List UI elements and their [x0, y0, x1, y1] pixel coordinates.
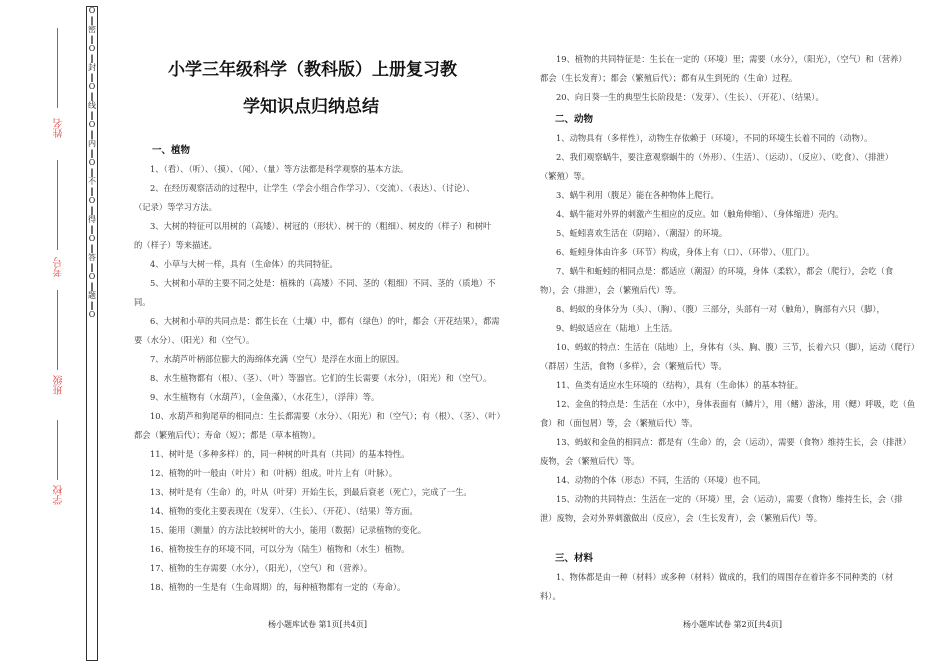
text-line: 10、水葫芦和狗尾草的相同点：生长都需要（水分）、（阳光）和（空气）；有（根）、（茎）、（叶）	[150, 411, 505, 421]
seal-char: ‖	[90, 129, 94, 139]
text-line: 11、鱼类有适应水生环境的（结构），具有（生命体）的基本特征。	[556, 380, 804, 390]
seal-char: ‖	[90, 186, 94, 196]
seal-char: ‖	[90, 34, 94, 44]
text-line: 8、水生植物都有（根）、（茎）、（叶）等器官。它们的生长需要（水分），（阳光）和（空气）。	[150, 373, 492, 383]
document-title-line1: 小学三年级科学（教科版）上册复习教	[168, 60, 457, 80]
seal-char: 密	[88, 25, 96, 34]
text-line: 9、水生植物有（水葫芦），（金鱼藻），（水花生），（浮萍）等。	[150, 392, 380, 402]
seal-char: O	[88, 310, 96, 319]
seal-char: 答	[88, 253, 96, 262]
text-line: 9、蚂蚁适应在（陆地）上生活。	[556, 323, 678, 333]
text-line: 14、动物的个体（形态）不同，生活的（环境）也不同。	[556, 475, 766, 485]
right-content-materials	[540, 568, 893, 606]
seal-char: ‖	[90, 281, 94, 291]
text-line: 15、能用（测量）的方法比较树叶的大小，能用（数据）记录植物的变化。	[150, 525, 427, 535]
text-line: 都会（繁殖后代）；寿命（短）；都是（草本植物）。	[134, 430, 321, 440]
section-heading-materials: 三、材料	[555, 553, 594, 564]
text-line: 要（水分）、（阳光）和（空气）。	[134, 335, 255, 345]
seal-char: O	[88, 120, 96, 129]
text-line: 3、蜗牛利用（腹足）能在各种物体上爬行。	[556, 190, 719, 200]
text-line: 14、植物的变化主要表现在（发芽）、（生长）、（开花）、（结果）等方面。	[150, 506, 418, 516]
seal-char: ‖	[90, 262, 94, 272]
text-line: 2、我们观察蜗牛，要注意观察蜗牛的（外形）、（生活）、（运动）、（反应）、（吃食）、（排泄）	[556, 152, 894, 162]
left-content	[134, 160, 505, 597]
seal-char: 封	[88, 63, 96, 72]
seal-char: ‖	[90, 72, 94, 82]
text-line: 10、蚂蚁的特点：生活在（陆地）上，身体有（头、胸、腹）三节，长着六只（脚），运动（爬行）	[556, 342, 920, 352]
text-line: 13、蚂蚁和金鱼的相同点：都是有（生命）的，会（运动），需要（食物）维持生长，会（排泄）	[556, 437, 911, 447]
text-line: （群居）生活，食物（多样），会（繁殖后代）等。	[540, 361, 727, 371]
text-line: 料）。	[540, 591, 561, 601]
text-line: 都会（生长发育）；都会（繁殖后代）；都有从生到死的（生命）过程。	[540, 73, 798, 83]
seal-char: ‖	[90, 110, 94, 120]
text-line: 12、植物的叶一般由（叶片）和（叶柄）组成。叶片上有（叶脉）。	[150, 468, 398, 478]
seal-char: 得	[88, 215, 96, 224]
class-label: 班级	[54, 375, 65, 395]
text-line: 6、蚯蚓身体由许多（环节）构成，身体上有（口）、（环带）、（肛门）。	[556, 247, 815, 257]
section-heading-animals: 二、动物	[555, 114, 594, 125]
seal-char: ‖	[90, 148, 94, 158]
text-line: 食）和（面包屑）等，会（繁殖后代）等。	[540, 418, 698, 428]
text-line: 物），会（排泄），会（繁殖后代）等。	[540, 285, 682, 295]
text-line: 4、蜗牛能对外界的刺激产生相应的反应。如（触角伸缩）、（身体缩进）壳内。	[556, 209, 844, 219]
text-line: 2、在经历观察活动的过程中，让学生（学会小组合作学习）、（交流）、（表达）、（讨论）、	[150, 183, 475, 193]
right-content-animals	[540, 129, 919, 528]
text-line: 13、树叶是有（生命）的，叶从（叶芽）开始生长，到最后衰老（死亡），完成了一生。	[150, 487, 472, 497]
exam-number-underline	[57, 160, 58, 250]
seal-char: 线	[88, 101, 96, 110]
title-block	[168, 52, 520, 126]
seal-char: ‖	[90, 243, 94, 253]
document-title-line2: 学知识点归纳总结	[243, 97, 379, 117]
text-line: 的（样子）等来描述。	[134, 240, 217, 250]
seal-char: O	[88, 44, 96, 53]
text-line: 3、大树的特征可以用树的（高矮）、树冠的（形状）、树干的（粗细）、树皮的（样子）和树叶	[150, 221, 492, 231]
right-content-top	[540, 50, 907, 107]
text-line: 20、向日葵一生的典型生长阶段是：（发芽）、（生长）、（开花）、（结果）。	[556, 92, 824, 102]
text-line: 7、蜗牛和蚯蚓的相同点是：都适应（潮湿）的环境，身体（柔软），都会（爬行），会吃（食	[556, 266, 894, 276]
text-line: 8、蚂蚁的身体分为（头）、（胸）、（腹）三部分，头部有一对（触角），胸部有六只（脚），	[556, 304, 885, 314]
text-line: 19、植物的共同特征是：生长在一定的（环境）里；需要（水分），（阳光），（空气）和（营养）	[556, 54, 907, 64]
text-line: 5、大树和小草的主要不同之处是：植株的（高矮）不同、茎的（粗细）不同、茎的（质地）不	[150, 278, 496, 288]
seal-char: ‖	[90, 167, 94, 177]
name-label: 姓名	[54, 118, 65, 138]
text-line: 15、动物的共同特点：生活在一定的（环境）里，会（运动），需要（食物）维持生长，会（排	[556, 494, 903, 504]
section-heading-plants: 一、植物	[152, 145, 191, 156]
seal-char: ‖	[90, 224, 94, 234]
text-line: 18、植物的一生是有（生命周期）的，每种植物都有一定的（寿命）。	[150, 582, 406, 592]
school-underline	[57, 420, 58, 480]
text-line: 12、金鱼的特点是：生活在（水中），身体表面有（鳞片），用（鳍）游泳，用（鳃）呼吸，吃（鱼	[556, 399, 916, 409]
page-footer-left: 杨小题库试卷 第1页[共4页]	[268, 620, 367, 629]
exam-number-label: 考号	[54, 257, 65, 277]
text-line: （繁殖）等。	[540, 171, 590, 181]
text-line: 废物，会（繁殖后代）等。	[540, 456, 640, 466]
text-line: 11、树叶是（多种多样）的，同一种树的叶具有（共同）的基本特性。	[150, 449, 410, 459]
text-line: （记录）等学习方法。	[134, 202, 217, 212]
seal-char: O	[88, 196, 96, 205]
seal-char: O	[88, 272, 96, 281]
text-line: 5、蚯蚓喜欢生活在（阴暗）、（潮湿）的环境。	[556, 228, 728, 238]
text-line: 1、物体都是由一种（材料）或多种（材料）做成的，我们的周围存在着许多不同种类的（材	[556, 572, 894, 582]
text-line: 17、植物的生存需要（水分），（阳光），（空气）和（营养）。	[150, 563, 373, 573]
seal-char: O	[88, 234, 96, 243]
seal-char: ‖	[90, 91, 94, 101]
seal-char: O	[88, 158, 96, 167]
seal-char: 题	[88, 291, 96, 300]
text-line: 6、大树和小草的共同点是：都生长在（土壤）中，都有（绿色）的叶，都会（开花结果），都需	[150, 316, 500, 326]
seal-char: ‖	[90, 53, 94, 63]
name-underline	[57, 28, 58, 108]
seal-char: 内	[88, 139, 96, 148]
school-label: 学校	[54, 485, 65, 505]
page-footer-right: 杨小题库试卷 第2页[共4页]	[683, 620, 782, 629]
text-line: 4、小草与大树一样，具有（生命体）的共同特征。	[150, 259, 338, 269]
seal-char: ‖	[90, 205, 94, 215]
seal-char: O	[88, 82, 96, 91]
text-line: 1、（看）、（听）、（摸）、（闻）、（量）等方法都是科学观察的基本方法。	[150, 164, 409, 174]
text-line: 7、水葫芦叶柄部位膨大的海绵体充满（空气）是浮在水面上的原因。	[150, 354, 405, 364]
text-line: 1、动物具有（多样性），动物生存依赖于（环境），不同的环境生长着不同的（动物）。	[556, 133, 873, 143]
seal-char: 不	[88, 177, 96, 186]
text-line: 同。	[134, 297, 151, 307]
class-underline	[57, 290, 58, 370]
text-line: 泄）废物，会对外界刺激做出（反应），会（生长发育），会（繁殖后代）等。	[540, 513, 823, 523]
text-line: 16、植物按生存的环境不同，可以分为（陆生）植物和（水生）植物。	[150, 544, 410, 554]
seal-line-text	[86, 6, 98, 526]
seal-char: ‖	[90, 300, 94, 310]
seal-char: ‖	[90, 15, 94, 25]
seal-char: O	[88, 6, 96, 15]
